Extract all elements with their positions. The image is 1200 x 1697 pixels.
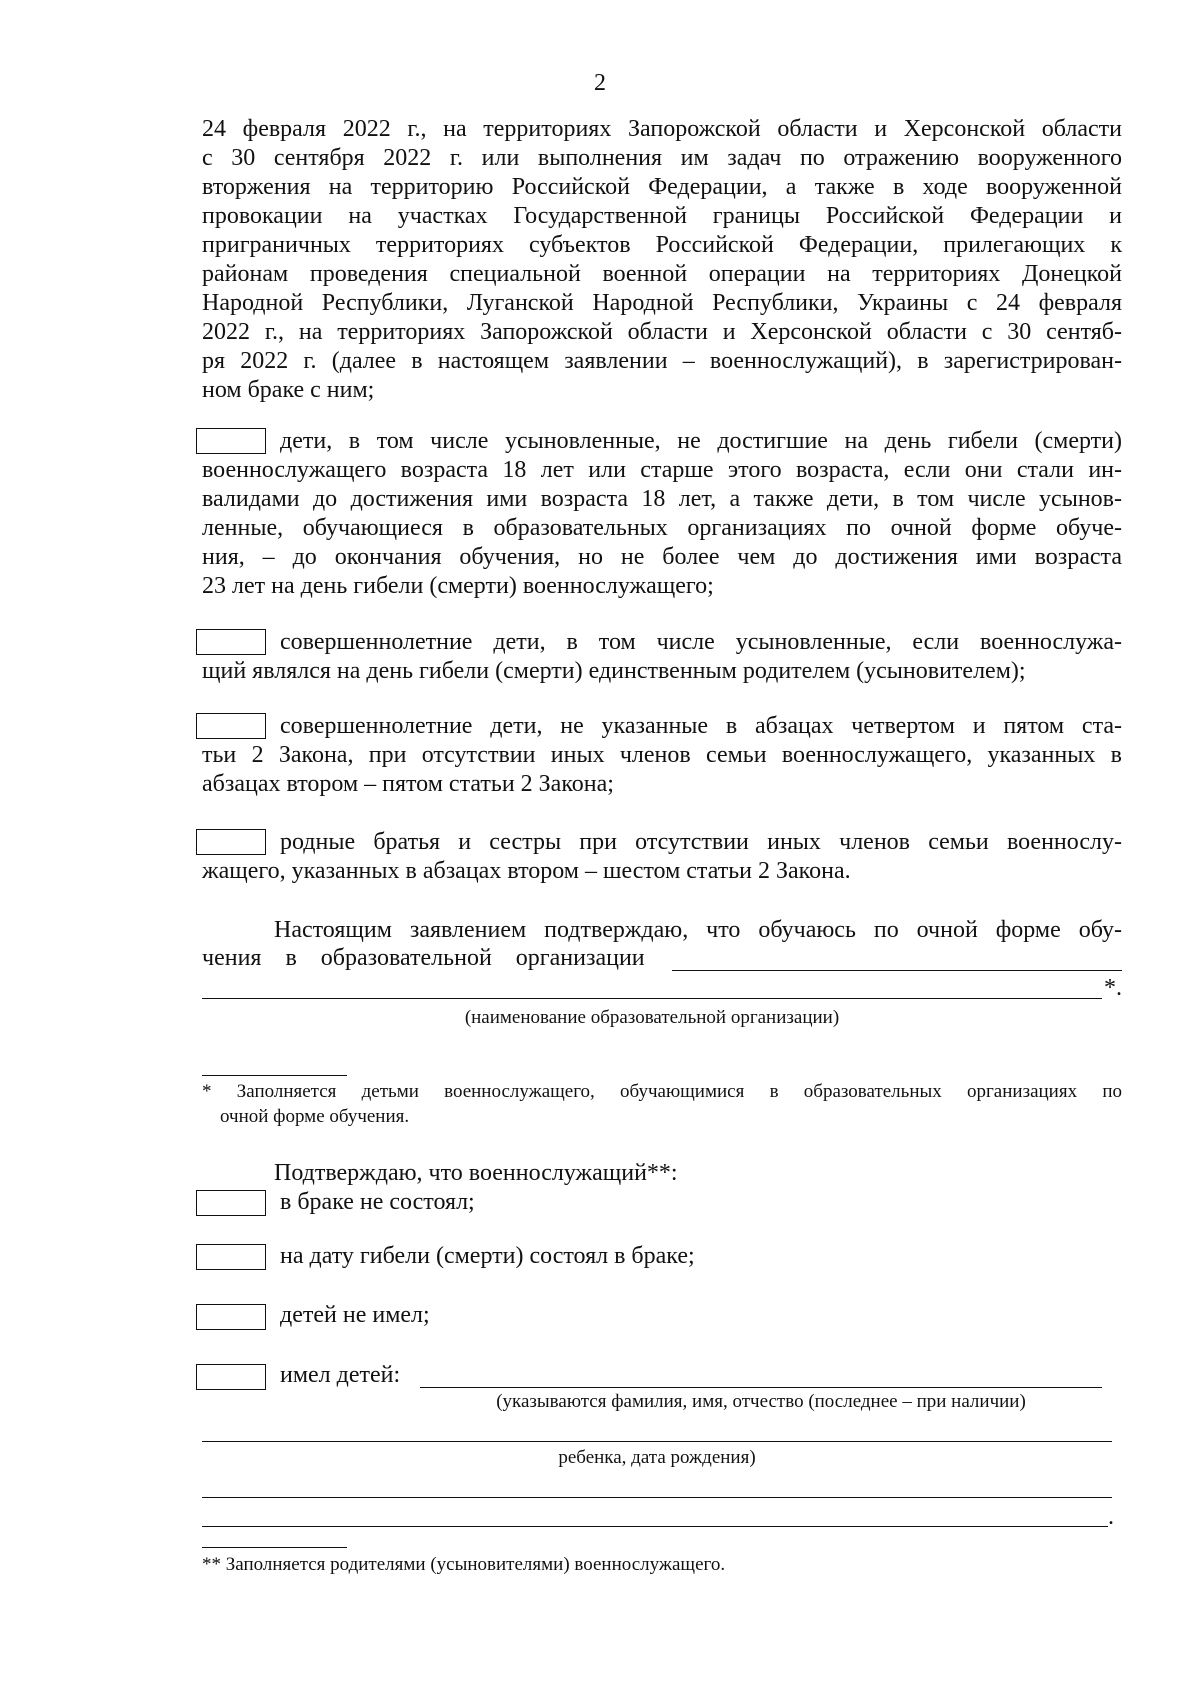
confirm-item-married: на дату гибели (смерти) состоял в браке; <box>280 1243 695 1269</box>
text-line: ря 2022 г. (далее в настоящем заявлении – военнослужащий), в зарегистрирован- <box>202 348 1122 374</box>
footnote-rule <box>202 1075 347 1076</box>
text-line: 2022 г., на территориях Запорожской области и Херсонской области с 30 сентяб- <box>202 319 1122 345</box>
text-line: 24 февраля 2022 г., на территориях Запорожской области и Херсонской области <box>202 116 1122 142</box>
checkbox-not-married[interactable] <box>196 1190 266 1216</box>
text-line: районам проведения специальной военной операции на территориях Донецкой <box>202 261 1122 287</box>
option-siblings <box>202 828 1122 886</box>
text-line: родные братья и сестры при отсутствии иных членов семьи военнослу- <box>280 829 1122 855</box>
footnote-rule-2 <box>202 1547 347 1548</box>
footnote-2: ** Заполняется родителями (усыновителями) военнослужащего. <box>202 1554 726 1575</box>
institution-input-line-2[interactable] <box>202 998 1102 999</box>
text-line: военнослужащего возраста 18 лет или старше этого возраста, если они стали ин- <box>202 457 1122 483</box>
children-input-line-3[interactable] <box>202 1497 1112 1498</box>
text-line: вторжения на территорию Российской Федерации, а также в ходе вооруженной <box>202 174 1122 200</box>
checkbox-no-children[interactable] <box>196 1304 266 1330</box>
text-line: совершеннолетние дети, в том числе усыновленные, если военнослужа- <box>280 629 1122 655</box>
text-line: совершеннолетние дети, не указанные в абзацах четвертом и пятом ста- <box>280 713 1122 739</box>
text-line: Настоящим заявлением подтверждаю, что обучаюсь по очной форме обу- <box>274 917 1122 943</box>
text-line: валидами до достижения ими возраста 18 лет, а также дети, в том числе усынов- <box>202 486 1122 512</box>
intro-paragraph <box>202 115 1122 405</box>
text-line: Народной Республики, Луганской Народной Республики, Украины с 24 февраля <box>202 290 1122 316</box>
text-line: жащего, указанных в абзацах втором – шестом статьи 2 Закона. <box>202 858 851 884</box>
confirm-item-has-children: имел детей: <box>280 1362 401 1388</box>
footnote-1 <box>202 1079 1122 1129</box>
checkbox-has-children[interactable] <box>196 1364 266 1390</box>
text-line: ния, – до окончания обучения, но не более чем до достижения ими возраста <box>202 544 1122 570</box>
text-line: провокации на участках Государственной границы Российской Федерации и <box>202 203 1122 229</box>
confirm-item-not-married: в браке не состоял; <box>280 1189 475 1215</box>
children-caption-1: (указываются фамилия, имя, отчество (последнее – при наличии) <box>496 1391 1026 1412</box>
asterisk-mark: *. <box>1104 975 1122 1001</box>
text-line: чения в образовательной организации <box>202 945 645 971</box>
text-line: с 30 сентября 2022 г. или выполнения им задач по отражению вооруженного <box>202 145 1122 171</box>
text-line: щий являлся на день гибели (смерти) единственным родителем (усыновителем); <box>202 658 1026 684</box>
children-input-line-1[interactable] <box>420 1387 1102 1388</box>
text-line: приграничных территориях субъектов Российской Федерации, прилегающих к <box>202 232 1122 258</box>
text-line: * Заполняется детьми военнослужащего, обучающимися в образовательных организациях по <box>202 1081 1122 1102</box>
text-line: абзацах втором – пятом статьи 2 Закона; <box>202 771 614 797</box>
confirm-heading: Подтверждаю, что военнослужащий**: <box>274 1160 678 1186</box>
checkbox-married[interactable] <box>196 1244 266 1270</box>
confirm-item-no-children: детей не имел; <box>280 1302 430 1328</box>
page-number: 2 <box>594 70 606 96</box>
option-children-minor <box>202 427 1122 601</box>
study-paragraph <box>202 916 1122 945</box>
children-input-line-4[interactable] <box>202 1526 1108 1527</box>
option-adult-children-sole-parent <box>202 628 1122 686</box>
end-period: . <box>1108 1504 1114 1530</box>
text-line: ленные, обучающиеся в образовательных организациях по очной форме обуче- <box>202 515 1122 541</box>
institution-input-line-1[interactable] <box>672 970 1122 971</box>
text-line: ном браке с ним; <box>202 377 375 403</box>
study-line-2 <box>202 945 662 972</box>
children-caption-2: ребенка, дата рождения) <box>558 1447 756 1468</box>
option-adult-children-other <box>202 712 1122 799</box>
institution-caption: (наименование образовательной организации) <box>464 1007 840 1028</box>
text-line: очной форме обучения. <box>220 1106 410 1127</box>
text-line: 23 лет на день гибели (смерти) военнослужащего; <box>202 573 714 599</box>
children-input-line-2[interactable] <box>202 1441 1112 1442</box>
text-line: тьи 2 Закона, при отсутствии иных членов семьи военнослужащего, указанных в <box>202 742 1122 768</box>
text-line: дети, в том числе усыновленные, не достигшие на день гибели (смерти) <box>280 428 1122 454</box>
